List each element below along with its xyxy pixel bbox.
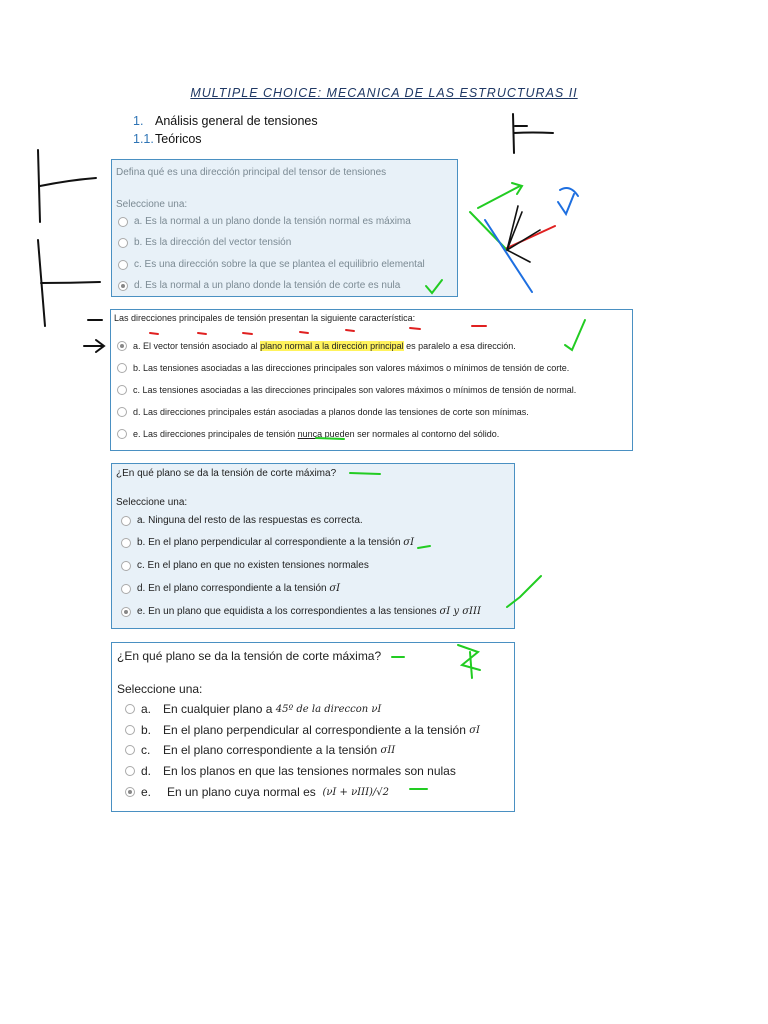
math-symbol: σI <box>469 724 480 736</box>
option-d[interactable] <box>125 764 456 778</box>
ink-arrow <box>84 340 104 352</box>
math-symbol: σII <box>380 744 396 756</box>
radio-button[interactable] <box>125 745 135 755</box>
option-label: a. Ninguna del resto de las respuestas es correcta. <box>137 515 363 526</box>
option-label: En cualquier plano a <box>163 702 273 716</box>
underlined-word: nunca <box>297 429 323 439</box>
question-text: ¿En qué plano se da la tensión de corte máxima? <box>117 649 382 663</box>
ink-tick-mark-2 <box>38 240 100 326</box>
section-label: Teóricos <box>155 132 202 146</box>
math-symbol: σI <box>403 537 415 548</box>
question-card-4 <box>111 642 515 812</box>
option-letter: b. <box>141 723 152 737</box>
option-letter: d. <box>141 764 152 778</box>
select-prompt: Seleccione una: <box>116 497 188 508</box>
option-a[interactable] <box>118 216 411 227</box>
radio-button[interactable] <box>121 561 131 571</box>
radio-button[interactable] <box>118 238 128 248</box>
radio-button[interactable] <box>125 704 135 714</box>
radio-button[interactable] <box>118 217 128 227</box>
option-label: e. Las direcciones principales de tensión nunca pueden ser normales al contorno del sólido. <box>133 429 500 439</box>
section-label: Análisis general de tensiones <box>155 114 318 128</box>
ink-vector-diagram <box>470 183 522 250</box>
radio-button-selected[interactable] <box>117 341 127 351</box>
radio-button[interactable] <box>121 516 131 526</box>
highlighted-phrase: plano normal a la dirección principal <box>260 341 404 351</box>
option-b[interactable] <box>121 537 414 548</box>
option-c[interactable] <box>125 743 395 757</box>
option-c[interactable] <box>121 560 369 571</box>
radio-button[interactable] <box>117 385 127 395</box>
ink-tick-mark-3 <box>513 114 553 153</box>
question-card-2 <box>110 309 633 451</box>
option-label: En los planos en que las tensiones normales son nulas <box>163 764 456 778</box>
question-text: Defina qué es una dirección principal del tensor de tensiones <box>116 167 387 178</box>
question-text: ¿En qué plano se da la tensión de corte máxima? <box>116 468 337 479</box>
radio-button-selected[interactable] <box>125 787 135 797</box>
section-number: 1. <box>133 114 144 128</box>
option-c[interactable] <box>117 385 576 395</box>
radio-button[interactable] <box>121 584 131 594</box>
option-d[interactable] <box>118 280 400 291</box>
radio-button[interactable] <box>117 363 127 373</box>
option-label: d. Es la normal a un plano donde la tensión de corte es nula <box>134 280 401 291</box>
option-label: c. En el plano en que no existen tensiones normales <box>137 560 369 571</box>
option-d[interactable] <box>121 583 340 594</box>
section-number: 1.1. <box>133 132 154 146</box>
option-e[interactable] <box>125 785 389 799</box>
option-b[interactable] <box>125 723 480 737</box>
option-letter: c. <box>141 743 151 757</box>
option-a[interactable] <box>125 702 381 716</box>
question-text: Las direcciones principales de tensión presentan la siguiente característica: <box>114 313 416 323</box>
ink-blue-nu-p <box>558 188 578 214</box>
option-b[interactable] <box>118 237 291 248</box>
option-letter: a. <box>141 702 152 716</box>
section-heading-1 <box>133 114 318 128</box>
ink-blue-line <box>485 220 532 292</box>
ink-tick-mark-1 <box>38 150 96 222</box>
option-label: e. En un plano que equidista a los correspondientes a las tensiones <box>137 606 437 617</box>
math-symbol: (νI + νIII)/√2 <box>322 786 390 798</box>
question-card-3 <box>111 463 515 629</box>
option-e[interactable] <box>117 429 499 439</box>
radio-button-selected[interactable] <box>118 281 128 291</box>
option-b[interactable] <box>117 363 569 373</box>
section-heading-1-1 <box>133 132 202 146</box>
option-label: a. Es la normal a un plano donde la tensión normal es máxima <box>134 216 411 227</box>
math-symbol: σI y σIII <box>439 606 481 617</box>
radio-button[interactable] <box>118 260 128 270</box>
option-label: d. En el plano correspondiente a la tensión <box>137 583 327 594</box>
option-e[interactable] <box>121 606 481 617</box>
option-d[interactable] <box>117 407 529 417</box>
math-symbol: 45º de la direccon νI <box>275 703 382 715</box>
select-prompt: Seleccione una: <box>116 199 188 210</box>
math-symbol: σI <box>329 583 341 594</box>
option-c[interactable] <box>118 259 425 270</box>
option-a[interactable] <box>117 341 516 351</box>
option-label: En un plano cuya normal es <box>167 785 316 799</box>
option-letter: e. <box>141 785 152 799</box>
option-label: b. Las tensiones asociadas a las direcciones principales son valores máximos o mínimos de tensión de corte. <box>133 363 570 373</box>
option-label: b. En el plano perpendicular al correspondiente a la tensión <box>137 537 401 548</box>
radio-button[interactable] <box>117 429 127 439</box>
option-label: c. Las tensiones asociadas a las direcciones principales son valores máximos o mínimos de tensión de normal. <box>133 385 577 395</box>
ink-red-vector <box>507 226 555 248</box>
radio-button[interactable] <box>125 766 135 776</box>
radio-button[interactable] <box>121 538 131 548</box>
option-label: d. Las direcciones principales están asociadas a planos donde las tensiones de corte son mínimas. <box>133 407 529 417</box>
option-a[interactable] <box>121 515 363 526</box>
question-card-1 <box>111 159 458 297</box>
option-label: c. Es una dirección sobre la que se plantea el equilibrio elemental <box>134 259 425 270</box>
radio-button[interactable] <box>125 725 135 735</box>
option-label: En el plano correspondiente a la tensión <box>163 743 378 757</box>
option-label: a. El vector tensión asociado al plano normal a la dirección principal es paralelo a esa dirección. <box>133 341 516 351</box>
option-label: En el plano perpendicular al correspondiente a la tensión <box>163 723 466 737</box>
radio-button-selected[interactable] <box>121 607 131 617</box>
radio-button[interactable] <box>117 407 127 417</box>
document-title: MULTIPLE CHOICE: MECANICA DE LAS ESTRUCTURAS II <box>190 86 578 100</box>
ink-black-vectors <box>507 206 540 262</box>
select-prompt: Seleccione una: <box>117 682 203 696</box>
option-label: b. Es la dirección del vector tensión <box>134 237 292 248</box>
